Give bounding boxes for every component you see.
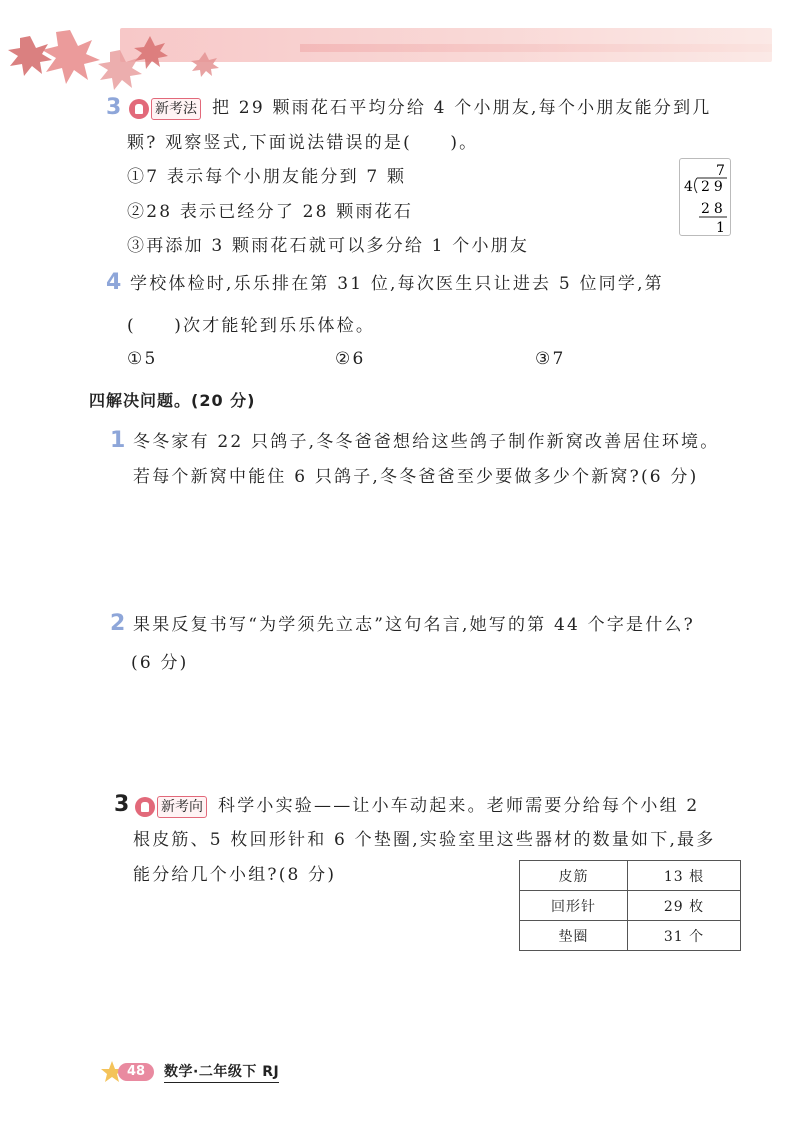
question-text: 冬冬家有 22 只鸽子,冬冬爸爸想给这些鸽子制作新窝改善居住环境。 xyxy=(133,432,720,452)
materials-table xyxy=(519,860,741,951)
question-number: 2 xyxy=(110,611,126,636)
section-heading: 四解决问题。(20 分) xyxy=(89,391,256,410)
page-badge xyxy=(100,1060,158,1084)
division-product: 28 xyxy=(701,201,727,217)
new-method-tag xyxy=(129,97,201,121)
question-number: 3 xyxy=(114,792,130,817)
compass-icon xyxy=(135,797,155,817)
division-dividend: 29 xyxy=(701,179,727,195)
option-1: ①5 xyxy=(127,349,158,369)
question-text: 颗? 观察竖式,下面说法错误的是( )。 xyxy=(127,133,479,153)
division-quotient: 7 xyxy=(716,163,725,179)
question-text: 把 29 颗雨花石平均分给 4 个小朋友,每个小朋友能分到几 xyxy=(212,98,712,118)
table-row xyxy=(520,891,741,921)
table-cell-item: 皮筋 xyxy=(520,861,628,891)
question-text: (6 分) xyxy=(131,653,189,673)
division-divisor: 4 xyxy=(684,179,693,195)
question-text: 根皮筋、5 枚回形针和 6 个垫圈,实验室里这些器材的数量如下,最多 xyxy=(133,830,716,850)
question-text: 若每个新窝中能住 6 只鸽子,冬冬爸爸至少要做多少个新窝?(6 分) xyxy=(133,467,699,487)
table-cell-qty: 31 个 xyxy=(628,921,741,951)
option-2: ②28 表示已经分了 28 颗雨花石 xyxy=(127,202,414,222)
header-banner xyxy=(0,0,800,100)
tag-label: 新考向 xyxy=(157,796,207,818)
table-row xyxy=(520,921,741,951)
hand-icon xyxy=(129,99,149,119)
long-division-figure xyxy=(679,158,731,236)
option-2: ②6 xyxy=(335,349,366,369)
question-number: 4 xyxy=(106,270,122,295)
table-cell-item: 垫圈 xyxy=(520,921,628,951)
question-number: 3 xyxy=(106,95,122,120)
new-direction-tag xyxy=(135,795,207,819)
option-3: ③再添加 3 颗雨花石就可以多分给 1 个小朋友 xyxy=(127,236,530,256)
table-row xyxy=(520,861,741,891)
table-cell-item: 回形针 xyxy=(520,891,628,921)
question-text: ( )次才能轮到乐乐体检。 xyxy=(127,316,376,336)
question-text: 科学小实验——让小车动起来。老师需要分给每个小组 2 xyxy=(218,796,700,816)
footer-text: 数学·二年级下 RJ xyxy=(164,1061,279,1083)
option-3: ③7 xyxy=(535,349,566,369)
question-text: 学校体检时,乐乐排在第 31 位,每次医生只让进去 5 位同学,第 xyxy=(130,274,664,294)
question-text: 能分给几个小组?(8 分) xyxy=(133,865,337,885)
maple-leaf-icon xyxy=(0,0,800,100)
table-cell-qty: 29 枚 xyxy=(628,891,741,921)
division-remainder: 1 xyxy=(716,220,725,236)
table-cell-qty: 13 根 xyxy=(628,861,741,891)
page-footer xyxy=(100,1060,279,1084)
tag-label: 新考法 xyxy=(151,98,201,120)
option-1: ①7 表示每个小朋友能分到 7 颗 xyxy=(127,167,407,187)
page-number: 48 xyxy=(118,1063,154,1081)
question-text: 果果反复书写“为学须先立志”这句名言,她写的第 44 个字是什么? xyxy=(133,615,695,635)
question-number: 1 xyxy=(110,428,126,453)
